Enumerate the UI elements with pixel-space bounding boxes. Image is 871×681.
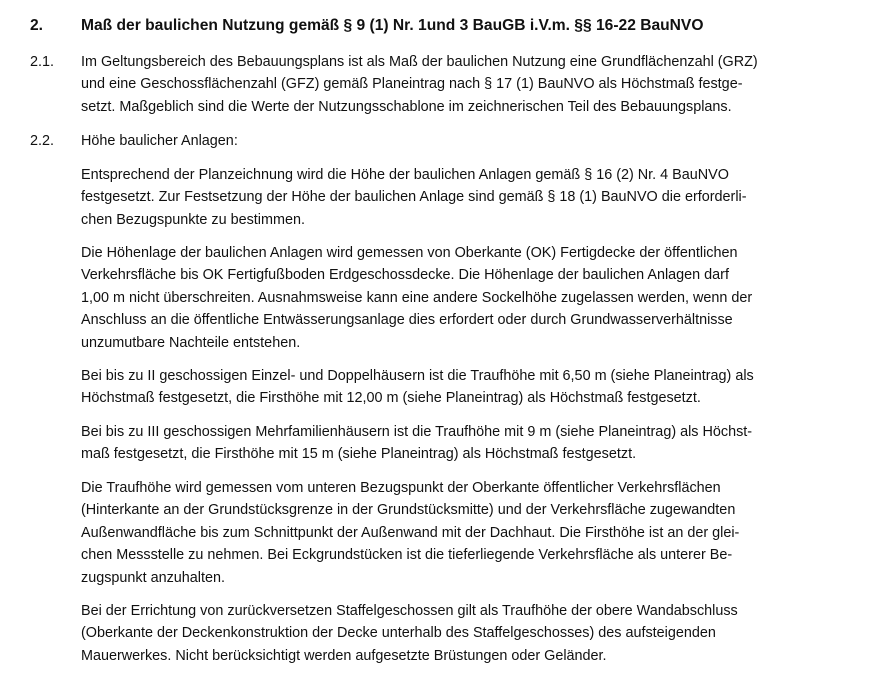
paragraph-multi-family-houses xyxy=(81,421,841,466)
text-line: Entsprechend der Planzeichnung wird die Höhe der baulichen Anlagen gemäß § 16 (2) Nr. 4 BauNVO xyxy=(81,167,729,183)
section-number: 2. xyxy=(30,17,44,34)
text-line: Die Traufhöhe wird gemessen vom unteren Bezugspunkt der Oberkante öffentlicher Verkehrsflächen xyxy=(81,480,721,496)
paragraph-single-double-houses xyxy=(81,365,841,410)
item-2-2-title: Höhe baulicher Anlagen: xyxy=(81,133,238,149)
text-line: zugspunkt anzuhalten. xyxy=(81,569,226,586)
text-line: chen Messstelle zu nehmen. Bei Eckgrundstücken ist die tieferliegende Verkehrsfläche als unterer Be- xyxy=(81,547,733,564)
paragraph-reference-points xyxy=(81,164,841,231)
text-line: Mauerwerkes. Nicht berücksichtigt werden aufgesetzte Brüstungen oder Geländer. xyxy=(81,647,607,664)
text-line: Im Geltungsbereich des Bebauungsplans ist als Maß der baulichen Nutzung eine Grundflächenzahl (GRZ) xyxy=(81,54,758,70)
text-line: Bei bis zu III geschossigen Mehrfamilienhäusern ist die Traufhöhe mit 9 m (siehe Planeintrag) als Höchst- xyxy=(81,424,753,440)
item-number: 2.2. xyxy=(30,133,55,149)
text-line: chen Bezugspunkte zu bestimmen. xyxy=(81,211,305,228)
text-line: Die Höhenlage der baulichen Anlagen wird gemessen von Oberkante (OK) Fertigdecke der öffentlichen xyxy=(81,245,738,261)
text-line: Verkehrsfläche bis OK Fertigfußboden Erdgeschossdecke. Die Höhenlage der baulichen Anlagen darf xyxy=(81,267,729,284)
text-line: und eine Geschossflächenzahl (GFZ) gemäß Planeintrag nach § 17 (1) BauNVO als Höchstmaß festge- xyxy=(81,76,743,93)
text-line: 1,00 m nicht überschreiten. Ausnahmsweise kann eine andere Sockelhöhe zugelassen werden, wenn der xyxy=(81,289,753,306)
text-line: Anschluss an die öffentliche Entwässerungsanlage dies erfordert oder durch Grundwasserverhältnisse xyxy=(81,312,733,329)
item-number: 2.1. xyxy=(30,54,55,70)
text-line: Bei bis zu II geschossigen Einzel- und Doppelhäusern ist die Traufhöhe mit 6,50 m (siehe Planeintrag) als xyxy=(81,368,754,384)
item-2-1-paragraph xyxy=(81,51,841,118)
paragraph-staggered-floors xyxy=(81,600,841,667)
text-line: Außenwandfläche bis zum Schnittpunkt der Außenwand mit der Dachhaut. Die Firsthöhe ist an der glei- xyxy=(81,524,740,541)
text-line: (Hinterkante an der Grundstücksgrenze in der Grundstücksmitte) und der Verkehrsfläche zugewandten xyxy=(81,502,736,519)
paragraph-eaves-measurement xyxy=(81,477,841,589)
text-line: unzumutbare Nachteile entstehen. xyxy=(81,334,301,351)
paragraph-height-position xyxy=(81,242,841,354)
text-line: Bei der Errichtung von zurückversetzen Staffelgeschossen gilt als Traufhöhe der obere Wandabschluss xyxy=(81,603,738,619)
text-line: (Oberkante der Deckenkonstruktion der Decke unterhalb des Staffelgeschosses) des aufsteigenden xyxy=(81,625,716,642)
text-line: setzt. Maßgeblich sind die Werte der Nutzungsschablone im zeichnerischen Teil des Bebauungsplans. xyxy=(81,98,732,115)
text-line: maß festgesetzt, die Firsthöhe mit 15 m (siehe Planeintrag) als Höchstmaß festgesetzt. xyxy=(81,446,637,463)
text-line: Höchstmaß festgesetzt, die Firsthöhe mit 12,00 m (siehe Planeintrag) als Höchstmaß festgesetzt. xyxy=(81,390,701,407)
text-line: festgesetzt. Zur Festsetzung der Höhe der baulichen Anlage sind gemäß § 18 (1) BauNVO die erforderli- xyxy=(81,189,747,206)
section-title: Maß der baulichen Nutzung gemäß § 9 (1) Nr. 1und 3 BauGB i.V.m. §§ 16-22 BauNVO xyxy=(81,17,704,34)
